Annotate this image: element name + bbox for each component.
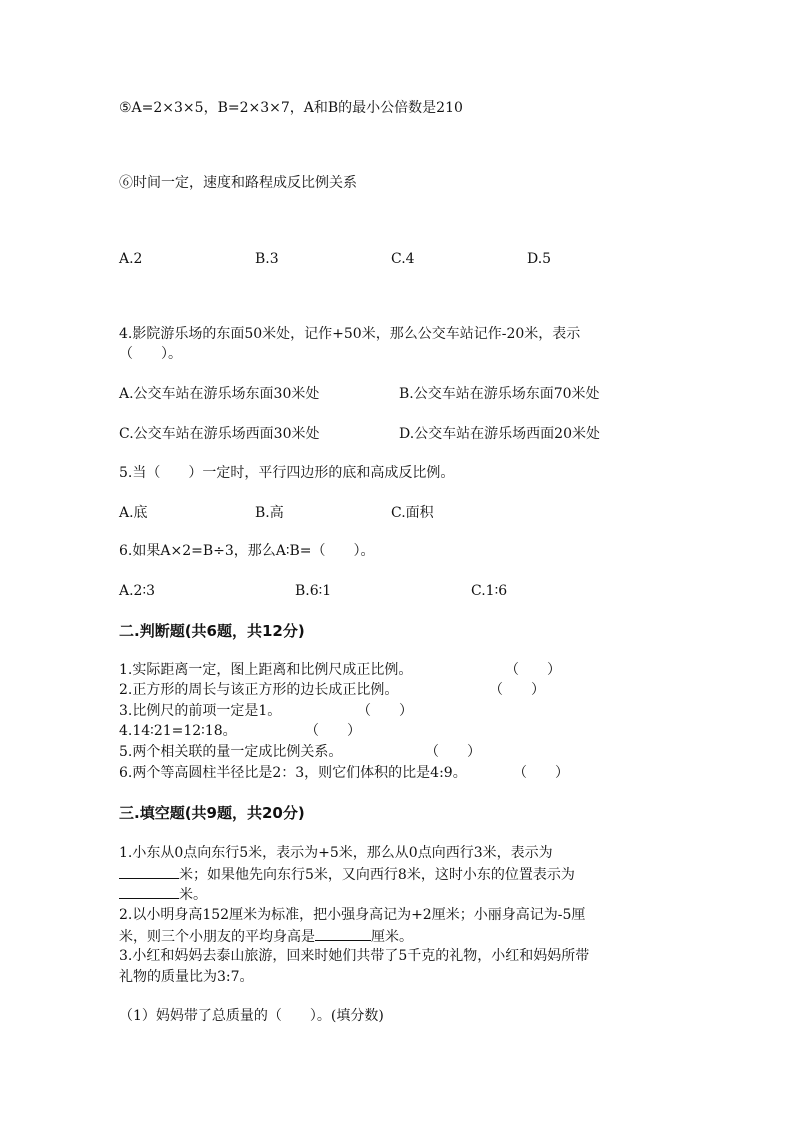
answer-blank[interactable] (315, 926, 371, 941)
question-5-stem: 5.当（ ）一定时，平行四边形的底和高成反比例。 (119, 465, 455, 481)
judge-answer-paren[interactable]: （ ） (425, 744, 481, 760)
question-4-blank: （ ）。 (119, 346, 182, 362)
judge-answer-paren[interactable]: （ ） (489, 682, 545, 698)
fill-q1-line2 (119, 864, 575, 885)
judge-answer-paren[interactable]: （ ） (305, 723, 361, 739)
judge-item-text: 1.实际距离一定，图上距离和比例尺成正比例。 (119, 662, 413, 678)
question-4-stem: 4.影院游乐场的东面50米处，记作+50米，那么公交车站记作-20米，表示 (119, 326, 581, 342)
judge-answer-paren[interactable]: （ ） (513, 765, 569, 781)
fill-q2-line2 (119, 926, 413, 947)
statement-6: ⑥时间一定，速度和路程成反比例关系 (119, 175, 357, 191)
section-2-heading: 二.判断题(共6题，共12分) (119, 622, 305, 640)
q6-option-a: A.2∶3 (119, 583, 156, 599)
judge-item-5 (119, 742, 342, 762)
q4-option-d: D.公交车站在游乐场西面20米处 (399, 426, 600, 442)
fill-q2-line2-suffix: 厘米。 (371, 929, 413, 945)
q5-option-a: A.底 (119, 505, 148, 521)
judge-item-6 (119, 763, 467, 783)
judge-item-text: 2.正方形的周长与该正方形的边长成正比例。 (119, 682, 399, 698)
question-6-stem: 6.如果A×2=B÷3，那么A∶B=（ ）。 (119, 543, 375, 559)
q4-option-b: B.公交车站在游乐场东面70米处 (399, 386, 600, 402)
q3-option-a: A.2 (119, 251, 143, 267)
answer-blank[interactable] (119, 884, 179, 899)
judge-item-3 (119, 701, 281, 721)
judge-item-text: 5.两个相关联的量一定成比例关系。 (119, 744, 343, 760)
fill-q1-line3 (119, 884, 207, 905)
section-3-heading: 三.填空题(共9题，共20分) (119, 804, 305, 822)
q6-option-b: B.6∶1 (295, 583, 332, 599)
fill-q1-line2-text: 米；如果他先向东行5米，又向西行8米，这时小东的位置表示为 (179, 867, 575, 883)
q5-option-b: B.高 (255, 505, 284, 521)
judge-item-4 (119, 721, 237, 741)
q4-option-c: C.公交车站在游乐场西面30米处 (119, 426, 320, 442)
judge-answer-paren[interactable]: （ ） (505, 662, 561, 678)
judge-item-text: 4.14∶21=12∶18。 (119, 723, 237, 739)
fill-q3-sub1: （1）妈妈带了总质量的（ ）。(填分数) (119, 1008, 384, 1024)
q6-option-c: C.1∶6 (471, 583, 508, 599)
judge-item-2 (119, 680, 398, 700)
q4-option-a: A.公交车站在游乐场东面30米处 (119, 386, 320, 402)
fill-q2-line1: 2.以小明身高152厘米为标准，把小强身高记为+2厘米；小丽身高记为-5厘 (119, 907, 586, 923)
fill-q2-line2-text: 米，则三个小朋友的平均身高是 (119, 929, 315, 945)
fill-q3-line1: 3.小红和妈妈去泰山旅游，回来时她们共带了5千克的礼物，小红和妈妈所带 (119, 948, 590, 964)
judge-answer-paren[interactable]: （ ） (357, 703, 413, 719)
q3-option-d: D.5 (527, 251, 552, 267)
fill-q1-line1: 1.小东从0点向东行5米，表示为+5米，那么从0点向西行3米，表示为 (119, 845, 553, 861)
q3-option-b: B.3 (255, 251, 279, 267)
judge-item-1 (119, 660, 412, 680)
fill-q1-line3-text: 米。 (179, 887, 207, 903)
q3-option-c: C.4 (391, 251, 415, 267)
q5-option-c: C.面积 (391, 505, 434, 521)
answer-blank[interactable] (119, 864, 179, 879)
fill-q3-line2: 礼物的质量比为3:7。 (119, 969, 254, 985)
judge-item-text: 3.比例尺的前项一定是1。 (119, 703, 282, 719)
judge-item-text: 6.两个等高圆柱半径比是2：3，则它们体积的比是4:9。 (119, 765, 467, 781)
statement-5: ⑤A=2×3×5，B=2×3×7，A和B的最小公倍数是210 (119, 100, 463, 116)
